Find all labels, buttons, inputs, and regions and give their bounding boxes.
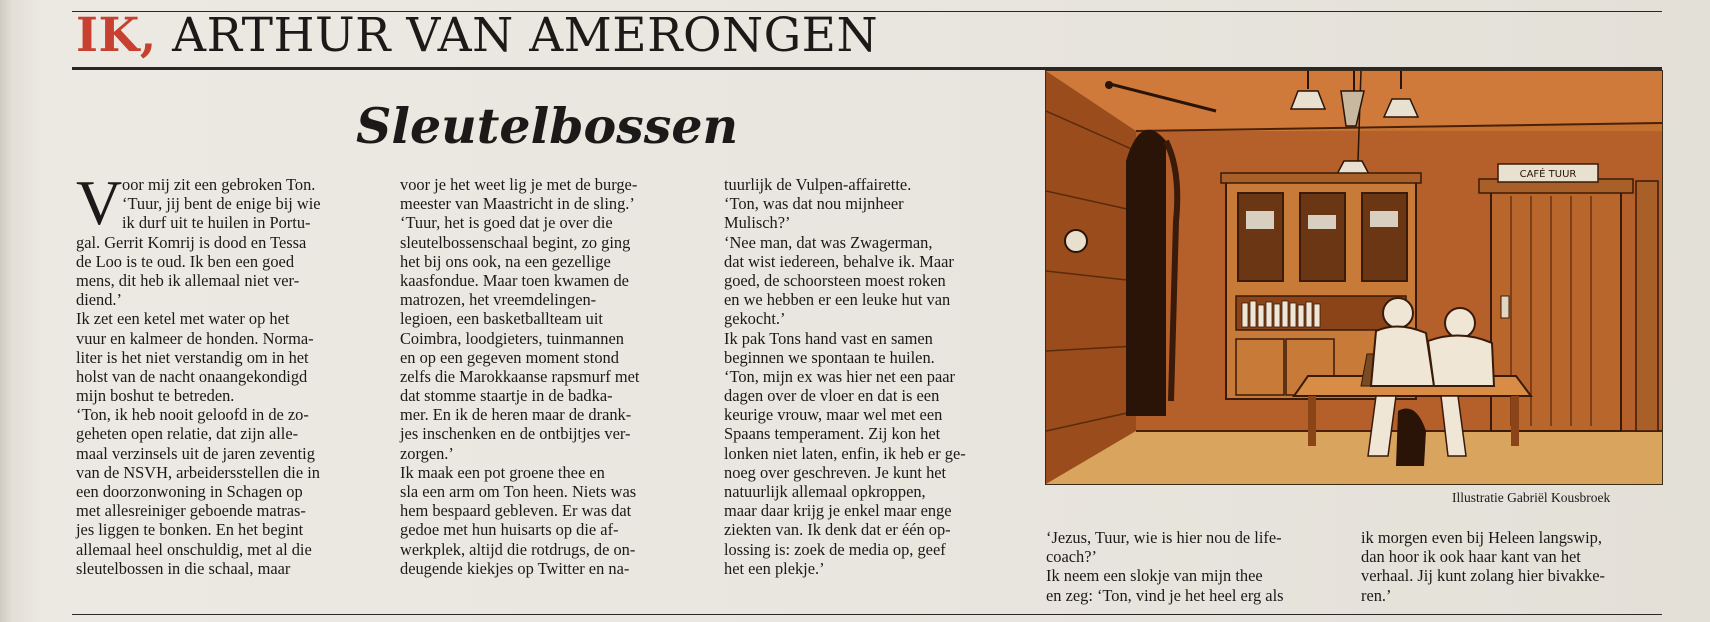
text-line: vuur en kalmeer de honden. Norma- — [76, 328, 314, 348]
text-column-3 — [724, 175, 966, 578]
text-line: meester van Maastricht in de sling.’ — [400, 194, 635, 214]
text-line: gal. Gerrit Komrij is dood en Tessa — [76, 232, 307, 252]
text-line: ‘Tuur, het is goed dat je over die — [400, 213, 613, 233]
text-line: ‘Ton, ik heb nooit geloofd in de zo- — [76, 405, 309, 425]
text-line: oor mij zit een gebroken Ton. — [122, 175, 316, 194]
text-line: Ik zet een ketel met water op het — [76, 309, 290, 329]
text-line: coach?’ — [1046, 547, 1097, 567]
text-line: tuurlijk de Vulpen-affairette. — [724, 175, 912, 194]
text-line: goed, de schoorsteen moest roken — [724, 270, 946, 290]
text-line: ik durf uit te huilen in Portu- — [122, 213, 311, 233]
text-line: zelfs die Marokkaanse rapsmurf met — [400, 366, 640, 386]
text-line: mens, dit heb ik allemaal niet ver- — [76, 270, 300, 290]
text-line: liter is het niet verstandig om in het — [76, 347, 309, 367]
text-line: ik morgen even bij Heleen langswip, — [1361, 528, 1602, 547]
text-line: sleutelbossenschaal begint, zo ging — [400, 232, 631, 252]
bottom-rule — [72, 614, 1662, 615]
cafe-sign: CAFÉ TUUR — [1519, 169, 1577, 180]
text-line: werkplek, altijd die rotdrugs, de on- — [400, 539, 636, 559]
text-line: voor je het weet lig je met de burge- — [400, 175, 638, 194]
text-line: sla een arm om Ton heen. Niets was — [400, 482, 637, 501]
text-line: het een plekje.’ — [724, 558, 825, 578]
text-line: Spaans temperament. Zij kon het — [724, 424, 941, 444]
text-column-1 — [76, 175, 321, 578]
text-line: ‘Ton, was dat nou mijnheer — [724, 194, 904, 214]
text-line: jes liggen te bonken. En het begint — [76, 520, 304, 540]
text-line: allemaal heel onschuldig, met al die — [76, 539, 312, 559]
text-line: ren.’ — [1361, 585, 1392, 605]
text-line: en op een gegeven moment stond — [400, 347, 619, 367]
text-line: gekocht.’ — [724, 309, 786, 329]
cafe-illustration-graphic — [1046, 71, 1662, 484]
text-line: mijn boshut te betreden. — [76, 386, 235, 406]
text-line: Mulisch?’ — [724, 213, 791, 233]
text-line: Coimbra, loodgieters, tuinmannen — [400, 328, 624, 348]
header-prefix: IK, — [76, 8, 157, 63]
article-title: Sleutelbossen — [356, 97, 739, 155]
text-line: ‘Nee man, dat was Zwagerman, — [724, 232, 933, 252]
text-line: een doorzonwoning in Schagen op — [76, 482, 303, 501]
text-line: zorgen.’ — [400, 443, 454, 463]
text-line: en zeg: ‘Ton, vind je het heel erg als — [1046, 585, 1284, 605]
text-line: Ik maak een pot groene thee en — [400, 462, 605, 482]
text-line: jes inschenken en de ontbijtjes ver- — [400, 424, 631, 444]
page-fold — [0, 0, 14, 622]
text-line: dat stomme staartje in de badka- — [400, 386, 613, 406]
text-line: natuurlijk allemaal opkroppen, — [724, 482, 926, 501]
text-line: kaasfondue. Maar toen kwamen de — [400, 270, 629, 290]
text-column-4 — [1046, 528, 1284, 605]
text-line: dat wist iedereen, behalve ik. Maar — [724, 251, 954, 271]
text-column-5 — [1361, 528, 1605, 605]
text-line: dan hoor ik ook haar kant van het — [1361, 547, 1581, 567]
text-line: holst van de nacht onaangekondigd — [76, 366, 308, 386]
text-line: mer. En ik de heren maar de drank- — [400, 405, 632, 425]
text-line: maal verzinsels uit de jaren zeventig — [76, 443, 315, 463]
text-line: ziekten van. Ik denk dat er één op- — [724, 520, 951, 540]
text-line: het bij ons ook, na een gezellige — [400, 251, 611, 271]
text-line: hem bespaard gebleven. Er was dat — [400, 501, 632, 521]
text-line: gedoe met hun huisarts op die af- — [400, 520, 619, 540]
text-line: diend.’ — [76, 290, 122, 310]
text-line: lossing is: zoek de media op, geef — [724, 539, 946, 559]
text-line: geheten open relatie, dat zijn alle- — [76, 424, 299, 444]
illustration-caption: Illustratie Gabriël Kousbroek — [1452, 490, 1611, 505]
text-line: van de NSVH, arbeidersstellen die in — [76, 462, 320, 482]
drop-cap: V — [76, 167, 123, 238]
text-line: Ik pak Tons hand vast en samen — [724, 328, 933, 348]
text-line: beginnen we spontaan te huilen. — [724, 347, 935, 367]
text-line: dagen over de vloer en dat is een — [724, 386, 940, 406]
text-line: Ik neem een slokje van mijn thee — [1046, 566, 1263, 586]
text-column-2 — [400, 175, 639, 578]
text-line: en we hebben er een leuke hut van — [724, 290, 951, 310]
header-author: ARTHUR VAN AMERONGEN — [172, 8, 879, 63]
text-line: lonken niet laten, enfin, ik heb er ge- — [724, 443, 966, 463]
column-header — [76, 6, 878, 66]
text-line: verhaal. Jij kunt zolang hier bivakke- — [1361, 566, 1605, 586]
text-line: sleutelbossen in die schaal, maar — [76, 558, 291, 578]
text-line: deugende kiekjes op Twitter en na- — [400, 558, 630, 578]
text-line: ‘Jezus, Tuur, wie is hier nou de life- — [1046, 528, 1282, 547]
text-line: noeg over geschreven. Je kunt het — [724, 462, 947, 482]
text-line: ‘Ton, mijn ex was hier net een paar — [724, 366, 955, 386]
illustration — [1045, 70, 1663, 485]
text-line: ‘Tuur, jij bent de enige bij wie — [122, 194, 321, 214]
text-line: maar daar krijg je enkel maar enge — [724, 501, 952, 521]
text-line: de Loo is te oud. Ik ben een goed — [76, 251, 295, 271]
text-line: matrozen, het vreemdelingen- — [400, 290, 597, 310]
text-line: keurige vrouw, maar wel met een — [724, 405, 943, 425]
text-line: met allesreiniger geboende matras- — [76, 501, 306, 521]
text-line: legioen, een basketballteam uit — [400, 309, 603, 329]
